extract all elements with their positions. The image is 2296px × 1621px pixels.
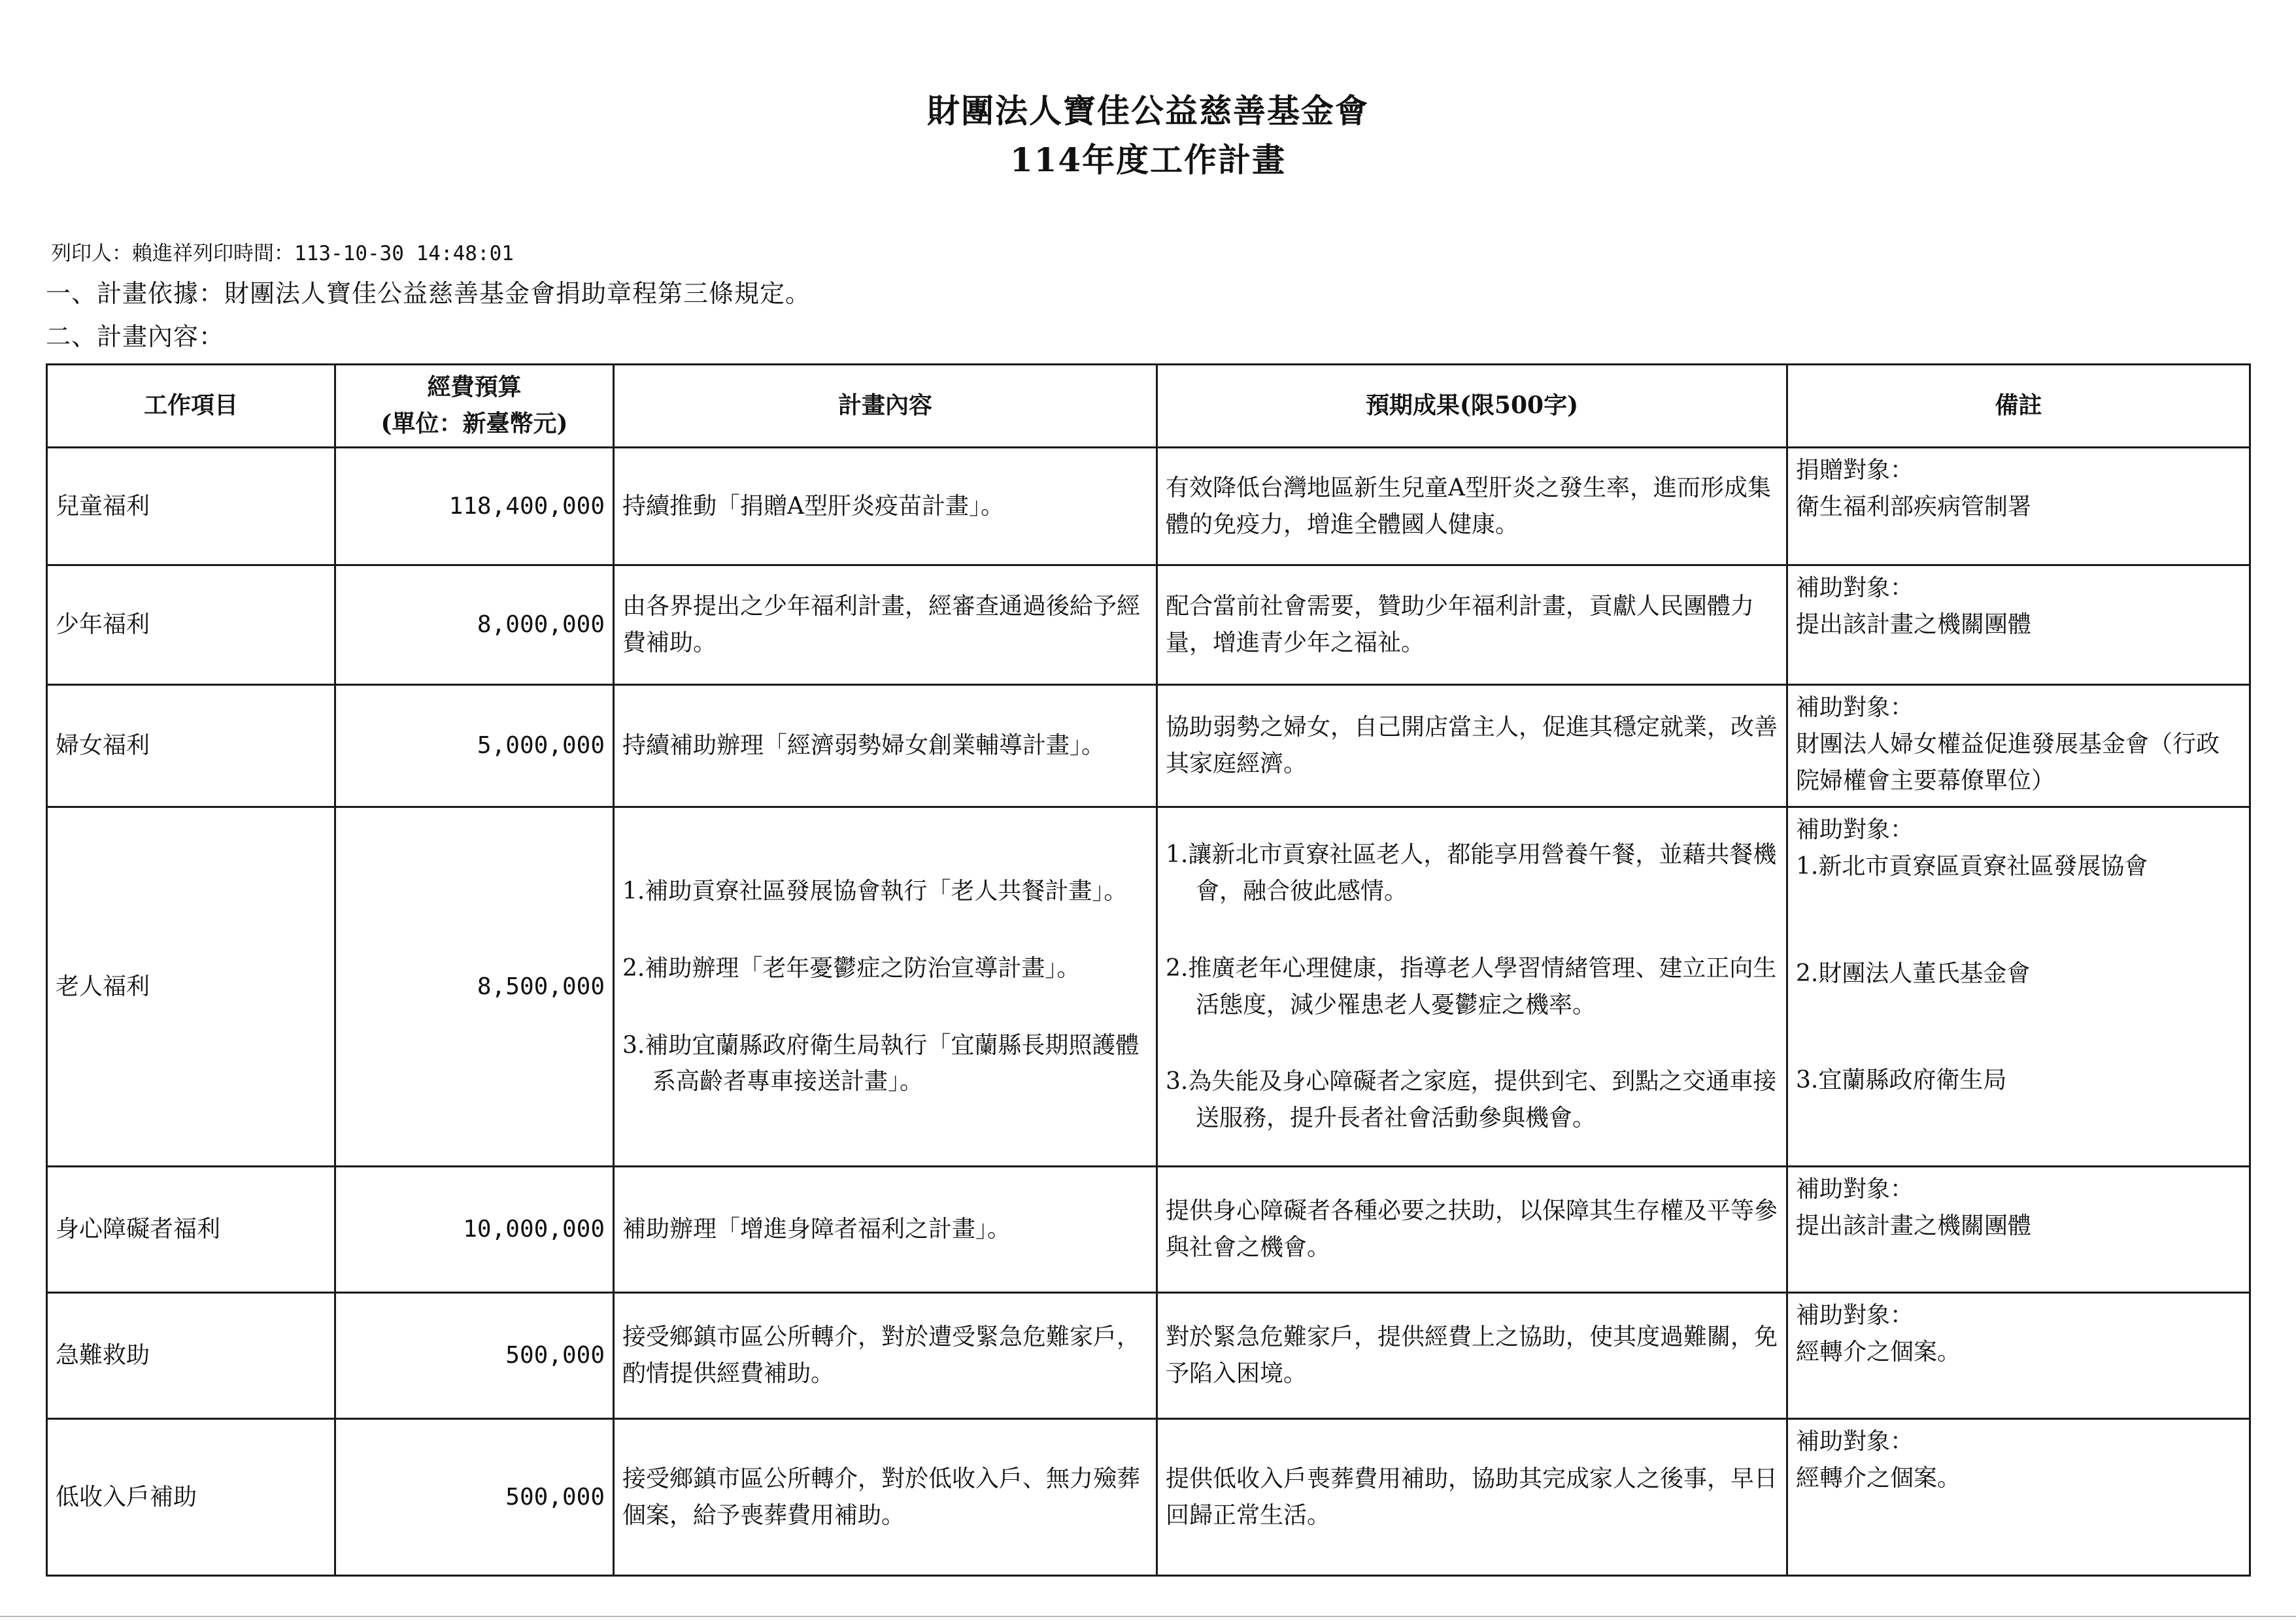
header-content: 計畫內容	[614, 365, 1157, 448]
row-content: 持續推動「捐贈A型肝炎疫苗計畫」。	[614, 448, 1157, 565]
header-budget-line2: (單位：新臺幣元)	[380, 410, 568, 437]
table-row	[47, 448, 2250, 565]
table-row	[47, 1419, 2250, 1576]
row-item: 少年福利	[47, 565, 335, 685]
remark-label: 補助對象：	[1796, 1176, 1914, 1203]
content-list	[622, 873, 1148, 1100]
list-item: 3.補助宜蘭縣政府衛生局執行「宜蘭縣長期照護體系高齡者專車接送計畫」。	[622, 1031, 1140, 1095]
row-remark	[1787, 807, 2250, 1167]
row-item: 急難救助	[47, 1293, 335, 1419]
table-row	[47, 1293, 2250, 1419]
row-budget: 500,000	[335, 1419, 614, 1576]
list-item: 2.財團法人董氏基金會	[1796, 960, 2031, 987]
remark-value: 經轉介之個案。	[1796, 1338, 1961, 1365]
row-budget: 8,500,000	[335, 807, 614, 1167]
row-remark	[1787, 1167, 2250, 1293]
remark-label: 捐贈對象：	[1796, 457, 1914, 484]
list-item: 2.推廣老年心理健康，指導老人學習情緒管理、建立正向生活態度，減少罹患老人憂鬱症之機率。	[1166, 954, 1777, 1018]
header-remark: 備註	[1787, 365, 2250, 448]
list-item: 1.新北市貢寮區貢寮社區發展協會	[1796, 852, 2148, 880]
table-row	[47, 565, 2250, 685]
remark-value: 提出該計畫之機關團體	[1796, 1212, 2032, 1239]
row-budget: 118,400,000	[335, 448, 614, 565]
list-item: 3.為失能及身心障礙者之家庭，提供到宅、到點之交通車接送服務，提升長者社會活動參與機會。	[1166, 1068, 1777, 1132]
row-content	[614, 807, 1157, 1167]
remark-label: 補助對象：	[1796, 1302, 1914, 1329]
row-content: 由各界提出之少年福利計畫，經審查通過後給予經費補助。	[614, 565, 1157, 685]
header-outcome: 預期成果(限500字)	[1157, 365, 1787, 448]
table-row	[47, 1167, 2250, 1293]
row-item: 身心障礙者福利	[47, 1167, 335, 1293]
row-outcome: 配合當前社會需要，贊助少年福利計畫，貢獻人民團體力量，增進青少年之福祉。	[1157, 565, 1787, 685]
remark-value: 財團法人婦女權益促進發展基金會（行政院婦權會主要幕僚單位）	[1796, 730, 2220, 794]
row-outcome: 協助弱勢之婦女，自己開店當主人，促進其穩定就業，改善其家庭經濟。	[1157, 685, 1787, 807]
row-remark	[1787, 1293, 2250, 1419]
row-budget: 10,000,000	[335, 1167, 614, 1293]
plan-basis: 一、計畫依據：財團法人寶佳公益慈善基金會捐助章程第三條規定。	[46, 279, 811, 308]
row-outcome: 有效降低台灣地區新生兒童A型肝炎之發生率，進而形成集體的免疫力，增進全體國人健康。	[1157, 448, 1787, 565]
row-item: 老人福利	[47, 807, 335, 1167]
list-item: 3.宜蘭縣政府衛生局	[1796, 1067, 2007, 1094]
remark-value: 提出該計畫之機關團體	[1796, 610, 2032, 638]
print-info: 列印人：賴進祥列印時間：113-10-30 14:48:01	[51, 242, 514, 265]
row-outcome: 提供低收入戶喪葬費用補助，協助其完成家人之後事，早日回歸正常生活。	[1157, 1419, 1787, 1576]
list-item: 1.讓新北市貢寮社區老人，都能享用營養午餐，並藉共餐機會，融合彼此感情。	[1166, 841, 1777, 905]
row-outcome	[1157, 807, 1787, 1167]
row-item: 兒童福利	[47, 448, 335, 565]
row-content: 接受鄉鎮市區公所轉介，對於低收入戶、無力殮葬個案，給予喪葬費用補助。	[614, 1419, 1157, 1576]
document-subtitle: 114年度工作計畫	[1009, 141, 1287, 179]
page-bottom-edge	[0, 1616, 2296, 1617]
list-item: 2.補助辦理「老年憂鬱症之防治宣導計畫」。	[622, 954, 1081, 982]
row-budget: 500,000	[335, 1293, 614, 1419]
row-item: 婦女福利	[47, 685, 335, 807]
remark-label: 補助對象：	[1796, 1428, 1914, 1455]
row-content: 補助辦理「增進身障者福利之計畫」。	[614, 1167, 1157, 1293]
row-remark	[1787, 685, 2250, 807]
list-item: 1.補助貢寮社區發展協會執行「老人共餐計畫」。	[622, 877, 1128, 905]
header-budget	[335, 365, 614, 448]
row-outcome: 對於緊急危難家戶，提供經費上之協助，使其度過難關，免予陷入困境。	[1157, 1293, 1787, 1419]
row-content: 接受鄉鎮市區公所轉介，對於遭受緊急危難家戶，酌情提供經費補助。	[614, 1293, 1157, 1419]
remark-value: 經轉介之個案。	[1796, 1464, 1961, 1492]
header-budget-line1: 經費預算	[427, 373, 522, 401]
remark-label: 補助對象：	[1796, 575, 1914, 601]
table-row	[47, 685, 2250, 807]
row-budget: 5,000,000	[335, 685, 614, 807]
row-budget: 8,000,000	[335, 565, 614, 685]
row-remark	[1787, 448, 2250, 565]
outcome-list	[1166, 837, 1778, 1137]
row-content: 持續補助辦理「經濟弱勢婦女創業輔導計畫」。	[614, 685, 1157, 807]
row-outcome: 提供身心障礙者各種必要之扶助，以保障其生存權及平等參與社會之機會。	[1157, 1167, 1787, 1293]
remark-label: 補助對象：	[1796, 816, 1914, 843]
remark-value: 衛生福利部疾病管制署	[1796, 493, 2032, 520]
work-plan-table	[46, 363, 2251, 1577]
row-remark	[1787, 1419, 2250, 1576]
remark-list	[1796, 848, 2241, 1099]
document-title: 財團法人寶佳公益慈善基金會	[927, 92, 1369, 130]
header-item: 工作項目	[47, 365, 335, 448]
row-item: 低收入戶補助	[47, 1419, 335, 1576]
table-row	[47, 807, 2250, 1167]
row-remark	[1787, 565, 2250, 685]
plan-content-heading: 二、計畫內容：	[46, 322, 225, 351]
table-header-row	[47, 365, 2250, 448]
remark-label: 補助對象：	[1796, 694, 1914, 721]
